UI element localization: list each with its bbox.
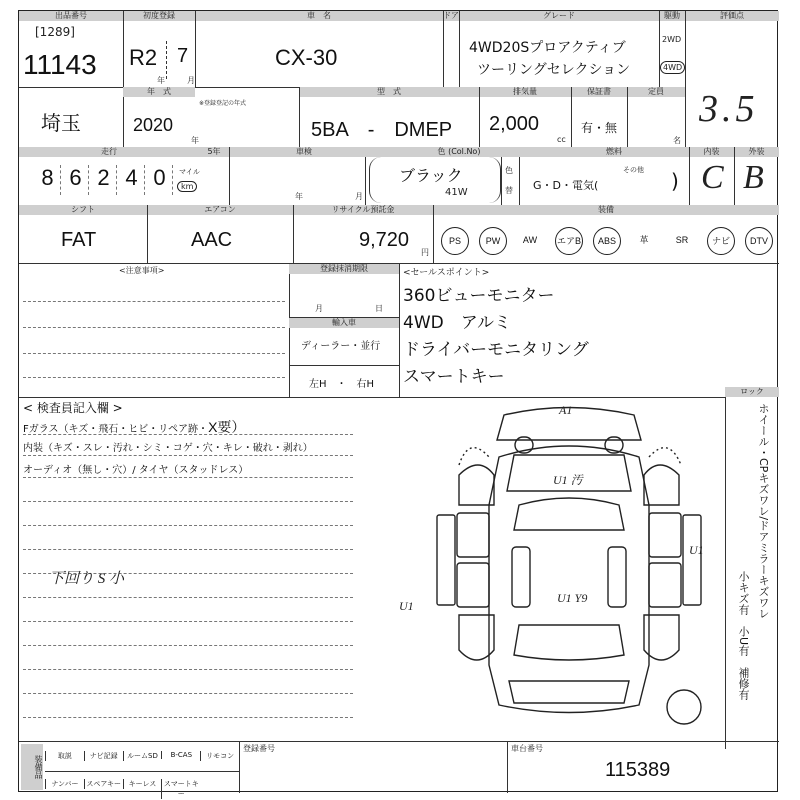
deadline-header: 登録抹消期限	[289, 264, 399, 274]
shift-header: シフト	[19, 205, 147, 215]
drive-header: 駆動	[659, 11, 685, 21]
import-type: ディーラー・並行	[301, 341, 381, 352]
auction-sheet: 出品番号 初度登録 車 名 ドア グレード 駆動 評価点 [1289] 11143 R2 7 年 月 CX-30 4WD20Sプロアクティブ ツーリングセレクション 2WD 4WD 年 式 型 式 排気量 保証書 定員 ※登録登記の年式 埼玉 2020 年 5BA - DMEP 2,000 cc 有・無 名 3.5 走行 5年 車検 色 (Col.No) 燃料 内装 外装 8 6 2 4 0 マイル km 年 月 ブラック 41W 色 替 G・D・電気( その他 ) C B シフト エアコン リサイクル預託金 装備 FAT AAC 9,720 円 PS PW AW エアB ABS 革 SR ナビ DTV <注意事項> 登録抹消期限 月 日 輸入車 ディーラー・並行 左H ・ 右H <セールスポイント> 360ビューモニター 4WD アルミ ドライバーモニタリング スマートキー < 検査員記入欄 > Fガラス（キズ・飛石・ヒビ・リペア跡・X要） 内装（キズ・スレ・汚れ・シミ・コゲ・穴・キレ・破れ・剥れ） オーディオ（無し・穴）/ タイヤ（スタッドレス） 下回り S 小 A1 U1 汚 U1 U1 U1 Y9 ロック ホイール・CPキズワレ/ドアミラーキズワレ 小キズ有 小U有 補修有 装備品 取説 ナビ記録 ルームSD B-CAS リモコン ナンバー スペアキー キーレス スマートキー 登録番号 車台番号 115389	[18, 10, 778, 792]
sales-point: ドライバーモニタリング	[403, 340, 589, 360]
equipment-item: AW	[522, 235, 538, 245]
model-year: 2020	[133, 115, 174, 135]
damage-mark: U1	[399, 599, 414, 613]
damage-mark: U1	[689, 543, 704, 557]
first-reg-era: R2	[129, 45, 158, 70]
equipment-header: 装備	[433, 205, 779, 215]
inspector-line3: オーディオ（無し・穴）/ タイヤ（スタッドレス）	[23, 465, 249, 476]
damage-mark: U1 Y9	[557, 591, 588, 605]
sales-point: 360ビューモニター	[403, 286, 555, 306]
grade-line2: ツーリングセレクション	[477, 62, 631, 78]
mileage-digit: 2	[91, 165, 117, 195]
fuel-options: G・D・電気(	[533, 179, 599, 192]
equipment-item: ABS	[593, 227, 621, 255]
lot-header: 出品番号	[19, 11, 123, 21]
footer-item-label: スペアキー	[84, 779, 123, 789]
fuel-header: 燃料	[539, 147, 689, 157]
inspector-line1: Fガラス（キズ・飛石・ヒビ・リペア跡・X要）	[23, 419, 246, 436]
exterior-grade: B	[743, 159, 764, 196]
equipment-items-grid	[45, 741, 239, 798]
car-name-header: 車 名	[195, 11, 443, 21]
car-damage-diagram	[419, 395, 719, 735]
mileage-digits	[35, 165, 177, 195]
color-header: 色 (Col.No)	[379, 147, 539, 157]
drive-4wd-circled: 4WD	[660, 61, 685, 74]
drive-2wd: 2WD	[662, 35, 682, 44]
footer-item-label: ナンバー	[45, 779, 84, 789]
lot-number: 11143	[23, 49, 97, 80]
chassis-number: 115389	[605, 759, 671, 781]
reg-label: 登録番号	[243, 744, 275, 753]
mileage-digit: 6	[63, 165, 89, 195]
equipment-item: SR	[675, 235, 689, 245]
year-note: ※登録登記の年式	[199, 100, 247, 107]
grade-line1: 4WD20Sプロアクティブ	[469, 40, 626, 56]
damage-mark: U1 汚	[553, 473, 583, 487]
first-reg-header: 初度登録	[123, 11, 195, 21]
inspection-header: 車検	[229, 147, 379, 157]
seats-header: 定員	[627, 87, 685, 97]
equipment-item: PW	[479, 227, 507, 255]
unit-km-circled: km	[177, 181, 197, 192]
footer-item-label: 取説	[45, 751, 84, 761]
equipment-item: エアB	[555, 227, 583, 255]
mileage-header: 走行	[19, 147, 199, 157]
footer-item-label: スマートキー	[161, 779, 200, 799]
equipment-item: PS	[441, 227, 469, 255]
auction-score: 3.5	[699, 88, 759, 130]
shift-value: FAT	[61, 229, 97, 251]
inspector-handnote: 下回り S 小	[49, 571, 125, 587]
ac-header: エアコン	[147, 205, 293, 215]
equipment-item: DTV	[745, 227, 773, 255]
mileage-digit: 0	[147, 165, 173, 195]
sales-point: スマートキー	[403, 367, 505, 387]
model-header: 型 式	[299, 87, 479, 97]
exterior-header: 外装	[734, 147, 779, 157]
model-code: 5BA - DMEP	[311, 119, 453, 141]
grade-header: グレード	[459, 11, 659, 21]
equipment-item: ナビ	[707, 227, 735, 255]
displacement-header: 排気量	[479, 87, 571, 97]
footer-item-label: ルームSD	[123, 751, 162, 761]
items-header: 装備品	[21, 744, 43, 790]
year-header: 年 式	[123, 87, 195, 97]
equipment-item: 革	[639, 235, 649, 245]
footer-item-label: リモコン	[200, 751, 239, 761]
inspector-line2: 内装（キズ・スレ・汚れ・シミ・コゲ・穴・キレ・破れ・剥れ）	[23, 443, 313, 454]
steering-side: 左H ・ 右H	[309, 379, 375, 390]
footer-item-label: キーレス	[123, 779, 162, 789]
side-note-2: 小キズ有 小U有 補修有	[737, 571, 750, 701]
sales-header: <セールスポイント>	[403, 268, 490, 278]
door-header: ドア	[443, 11, 459, 20]
side-note-1: ホイール・CPキズワレ/ドアミラーキズワレ	[757, 403, 770, 620]
recycle-value: 9,720	[359, 229, 410, 251]
lock-header: ロック	[725, 387, 779, 397]
recycle-header: リサイクル預託金	[293, 205, 433, 215]
footer-item-label: ナビ記録	[84, 751, 123, 761]
mileage-digit: 8	[35, 165, 61, 195]
sales-point: 4WD アルミ	[403, 313, 512, 333]
interior-header: 内装	[689, 147, 734, 157]
mileage-digit: 4	[119, 165, 145, 195]
warranty-value: 有・無	[581, 121, 618, 135]
caution-header: <注意事項>	[119, 266, 165, 275]
car-name: CX-30	[275, 45, 338, 70]
chassis-label: 車台番号	[511, 744, 543, 753]
import-header: 輸入車	[289, 318, 399, 328]
score-header: 評価点	[685, 11, 779, 21]
displacement: 2,000	[489, 113, 540, 135]
lot-sub-number: [1289]	[35, 25, 75, 39]
equipment-list	[435, 223, 779, 257]
ac-value: AAC	[191, 229, 233, 251]
warranty-header: 保証書	[571, 87, 627, 97]
interior-grade: C	[701, 159, 724, 196]
inspector-title: < 検査員記入欄 >	[23, 401, 123, 415]
color-value: ブラック	[399, 166, 463, 185]
prefecture: 埼玉	[41, 111, 81, 135]
first-reg-month: 7	[177, 45, 189, 67]
color-code: 41W	[445, 187, 468, 198]
damage-mark: A1	[559, 403, 573, 417]
footer-item-label: B-CAS	[161, 751, 200, 759]
